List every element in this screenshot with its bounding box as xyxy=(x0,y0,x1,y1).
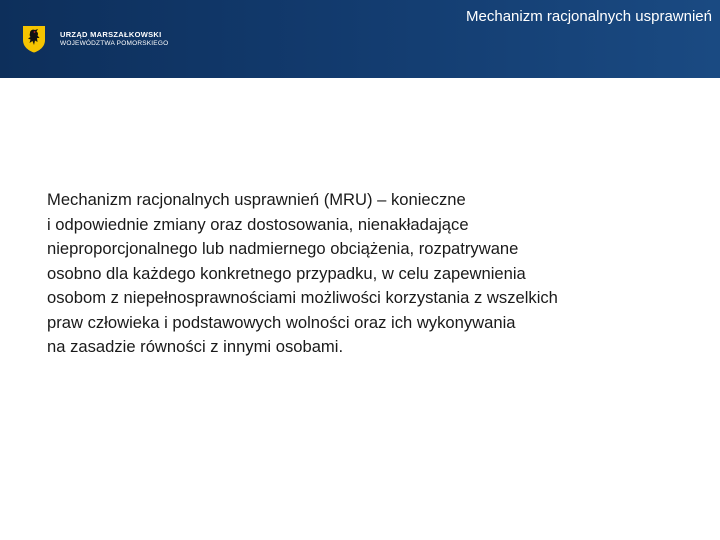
slide-title: Mechanizm racjonalnych usprawnień xyxy=(466,8,712,25)
line-text: i odpowiednie zmiany oraz dostosowania, nienakładające xyxy=(47,214,469,234)
logo-text xyxy=(60,31,168,47)
paragraph-line xyxy=(47,335,687,360)
definition-paragraph xyxy=(47,188,687,360)
logo-line-2: WOJEWÓDZTWA POMORSKIEGO xyxy=(60,39,169,47)
line-text: osobno dla każdego konkretnego przypadku, w celu zapewnienia xyxy=(47,263,526,283)
paragraph-line xyxy=(47,188,687,213)
line-text: na zasadzie równości z innymi osobami. xyxy=(47,337,344,356)
logo xyxy=(22,25,168,53)
header-bar xyxy=(0,0,720,78)
line-text: (MRU) – konieczne xyxy=(319,190,466,209)
paragraph-line xyxy=(47,237,687,262)
line-text: praw człowieka i podstawowych wolności oraz ich wykonywania xyxy=(47,312,516,332)
paragraph-line xyxy=(47,286,687,311)
pomorskie-crest-icon xyxy=(22,25,46,53)
defined-term: Mechanizm racjonalnych usprawnień xyxy=(47,190,320,209)
line-text: osobom z niepełnosprawnościami możliwości korzystania z wszelkich xyxy=(47,288,558,307)
paragraph-line xyxy=(47,311,687,336)
paragraph-line xyxy=(47,262,687,287)
paragraph-line xyxy=(47,213,687,238)
line-text: nieproporcjonalnego lub nadmiernego obciążenia, rozpatrywane xyxy=(47,239,519,258)
logo-line-1: URZĄD MARSZAŁKOWSKI xyxy=(60,29,162,39)
